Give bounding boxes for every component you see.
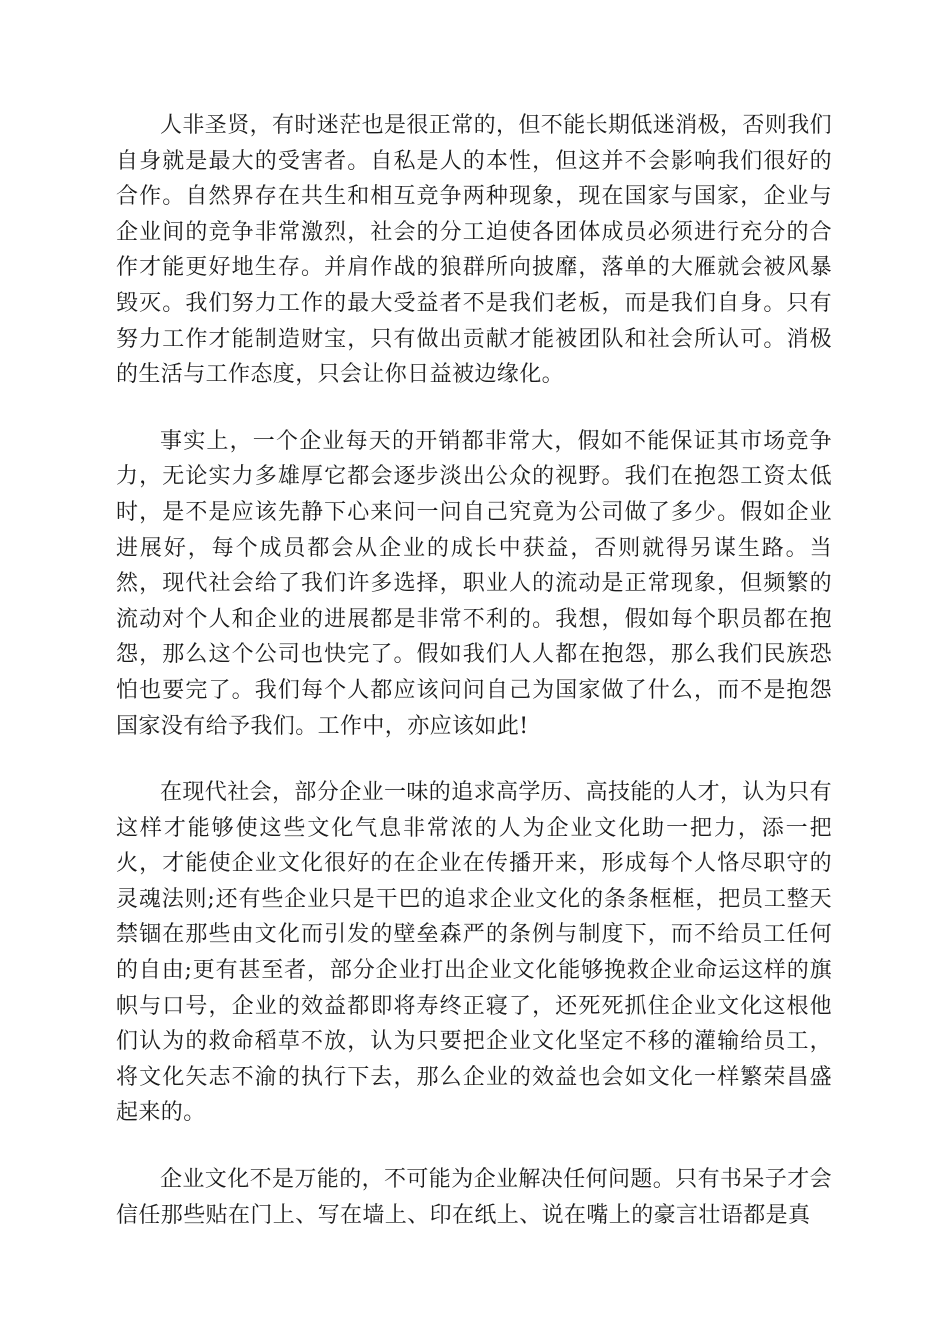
document-body (116, 108, 832, 1264)
paragraph-1: 人非圣贤，有时迷茫也是很正常的，但不能长期低迷消极，否则我们自身就是最大的受害者。自私是人的本性，但这并不会影响我们很好的合作。自然界存在共生和相互竞争两种现象，现在国家与国家，企业与企业间的竞争非常激烈，社会的分工迫使各团体成员必须进行充分的合作才能更好地生存。并肩作战的狼群所向披靡，落单的大雁就会被风暴毁灭。我们努力工作的最大受益者不是我们老板，而是我们自身。只有努力工作才能制造财宝，只有做出贡献才能被团队和社会所认可。消极的生活与工作态度，只会让你日益被边缘化。 (116, 113, 833, 388)
paragraph-2: 事实上，一个企业每天的开销都非常大，假如不能保证其市场竞争力，无论实力多雄厚它都会逐步淡出公众的视野。我们在抱怨工资太低时，是不是应该先静下心来问一问自己究竟为公司做了多少。假如企业进展好，每个成员都会从企业的成长中获益，否则就得另谋生路。当然，现代社会给了我们许多选择，职业人的流动是正常现象，但频繁的流动对个人和企业的进展都是非常不利的。我想，假如每个职员都在抱怨，那么这个公司也快完了。假如我们人人都在抱怨，那么我们民族恐怕也要完了。我们每个人都应该问问自己为国家做了什么，而不是抱怨国家没有给予我们。工作中，亦应该如此! (116, 428, 832, 739)
paragraph-3: 在现代社会，部分企业一味的追求高学历、高技能的人才，认为只有这样才能够使这些文化气息非常浓的人为企业文化助一把力，添一把火，才能使企业文化很好的在企业在传播开来，形成每个人恪尽职守的灵魂法则;还有些企业只是干巴的追求企业文化的条条框框，把员工整天禁锢在那些由文化而引发的壁垒森严的条例与制度下，而不给员工任何的自由;更有甚至者，部分企业打出企业文化能够挽救企业命运这样的旗帜与口号，企业的效益都即将寿终正寝了，还死死抓住企业文化这根他们认为的救命稻草不放，认为只要把企业文化坚定不移的灌输给员工，将文化矢志不渝的执行下去，那么企业的效益也会如文化一样繁荣昌盛起来的。 (116, 780, 833, 1126)
paragraph-4: 企业文化不是万能的，不可能为企业解决任何问题。只有书呆子才会信任那些贴在门上、写在墙上、印在纸上、说在嘴上的豪言壮语都是真 (116, 1167, 833, 1228)
